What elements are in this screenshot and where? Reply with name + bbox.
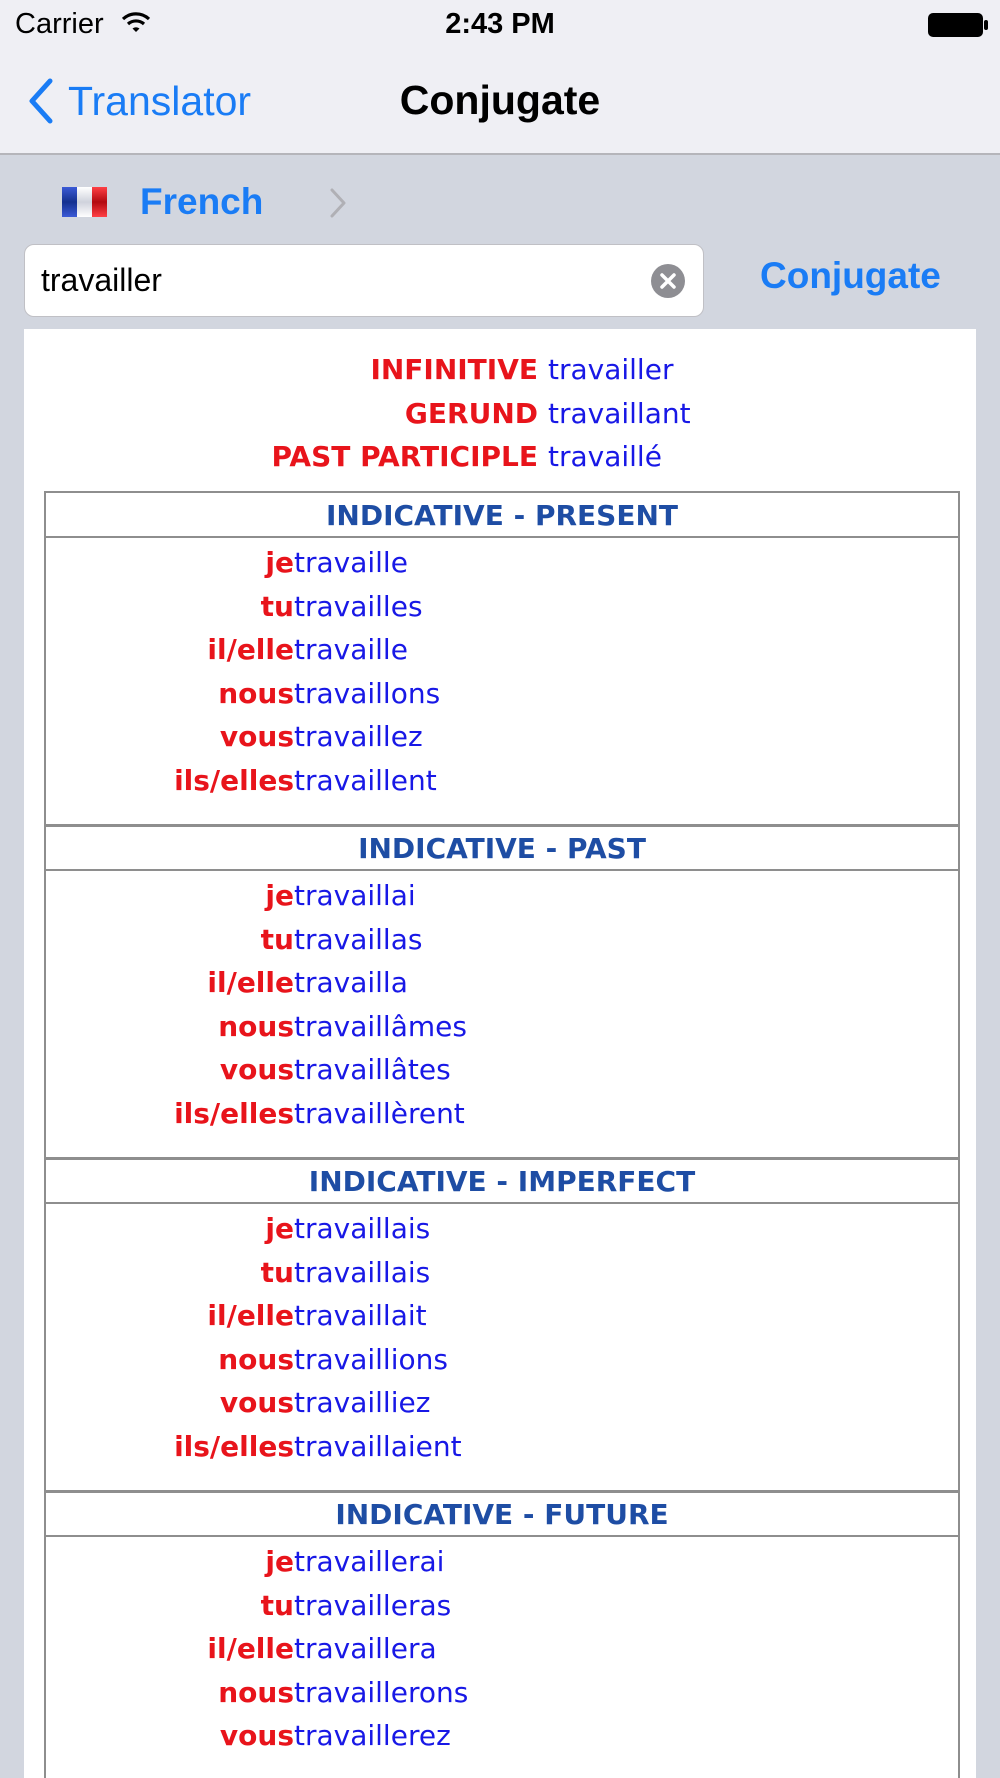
pronoun: il/elle [207,1299,294,1332]
pronoun: je [265,1545,294,1578]
verb-form: travaillas [294,922,423,956]
verb-form: travaillâmes [294,1009,467,1043]
language-row [0,157,1000,237]
pronoun: tu [260,1255,294,1289]
conjugation-row [46,919,958,963]
conjugation-row [46,1006,958,1050]
verb-input[interactable] [41,245,641,316]
conjugation-results [24,329,976,1778]
navigation-bar [0,50,1000,155]
verb-search-field [24,244,704,317]
conjugation-row [46,1382,958,1426]
pronoun: nous [218,676,294,710]
conjugation-row [46,962,958,1006]
conjugation-row [46,673,958,717]
pronoun: ils/elles [174,763,294,797]
conjugation-row [46,1672,958,1716]
conjugation-row [46,1049,958,1093]
conjugation-row [46,586,958,630]
pronoun: je [265,879,294,912]
summary-row-gerund [24,397,976,437]
conjugation-row [46,1252,958,1296]
verb-form: travaillerons [294,1675,469,1709]
conjugation-row [46,542,958,586]
flag-stripe-red [92,187,107,217]
french-flag-icon [62,187,107,217]
conjugation-row [46,1426,958,1470]
tense-table-present [44,491,960,827]
tense-table-past [44,824,960,1160]
carrier-label: Carrier [15,8,104,40]
pronoun: il/elle [207,633,294,666]
pronoun: nous [218,1009,294,1043]
status-time: 2:43 PM [445,8,555,40]
verb-form: travaillez [294,720,423,753]
summary-label: GERUND [404,397,538,430]
verb-form: travailles [294,589,423,623]
summary-value: travaillant [548,397,691,430]
chevron-right-icon[interactable] [328,187,348,224]
verb-form: travaillait [294,1299,427,1332]
pronoun: vous [219,1386,294,1419]
verb-form: travaillerez [294,1719,451,1752]
conjugation-row [46,1093,958,1137]
verb-form: travaillera [294,1632,437,1665]
pronoun: je [265,546,294,579]
pronoun: il/elle [207,1632,294,1665]
flag-stripe-white [77,187,92,217]
pronoun: tu [260,922,294,956]
page-title: Conjugate [399,77,601,123]
verb-form: travaillai [294,879,416,912]
tense-header: INDICATIVE - PAST [46,826,958,871]
verb-form: travaillerai [294,1545,445,1578]
summary-value: travaillé [548,440,662,473]
conjugation-row [46,1295,958,1339]
pronoun: ils/elles [174,1096,294,1130]
tense-table-imperfect [44,1157,960,1493]
summary-row-infinitive [24,353,976,393]
conjugation-row [46,875,958,919]
language-selector[interactable] [140,181,263,223]
verb-form: travaillais [294,1255,431,1289]
conjugate-button[interactable]: Conjugate [760,255,941,296]
verb-form: travaillâtes [294,1053,451,1086]
conjugation-row [46,716,958,760]
conjugation-row [46,1541,958,1585]
verb-form: travaillèrent [294,1096,465,1130]
tense-header: INDICATIVE - FUTURE [46,1492,958,1537]
verb-form: travailla [294,966,408,999]
pronoun: nous [218,1342,294,1376]
verb-form: travaillais [294,1212,431,1245]
verb-form: travaillaient [294,1429,462,1463]
language-label: French [140,181,264,222]
verb-form: travaillions [294,1342,448,1376]
verb-form: travaillent [294,763,437,797]
back-label: Translator [68,77,252,124]
pronoun: je [265,1212,294,1245]
conjugation-row [46,1585,958,1629]
pronoun: vous [219,720,294,753]
conjugation-row [46,760,958,804]
verb-form: travailliez [294,1386,431,1419]
pronoun: tu [260,1588,294,1622]
pronoun: il/elle [207,966,294,999]
tense-header: INDICATIVE - IMPERFECT [46,1159,958,1204]
status-bar [0,0,1000,50]
summary-value: travailler [548,353,674,386]
summary-label: PAST PARTICIPLE [271,440,538,473]
verb-form: travaille [294,633,408,666]
conjugation-row [46,629,958,673]
conjugation-row [46,1339,958,1383]
conjugation-row [46,1628,958,1672]
clear-text-icon[interactable] [650,263,686,304]
conjugation-row [46,1715,958,1759]
pronoun: ils/elles [174,1429,294,1463]
battery-icon [927,12,989,43]
pronoun: vous [219,1719,294,1752]
flag-stripe-blue [62,187,77,217]
pronoun: vous [219,1053,294,1086]
verb-form: travaillons [294,676,441,710]
pronoun: nous [218,1675,294,1709]
tense-table-future [44,1490,960,1778]
conjugation-row [46,1208,958,1252]
tense-header: INDICATIVE - PRESENT [46,493,958,538]
pronoun: tu [260,589,294,623]
summary-label: INFINITIVE [370,353,538,386]
verb-form: travaille [294,546,408,579]
verb-form: travailleras [294,1588,452,1622]
summary-row-past-participle [24,440,976,480]
